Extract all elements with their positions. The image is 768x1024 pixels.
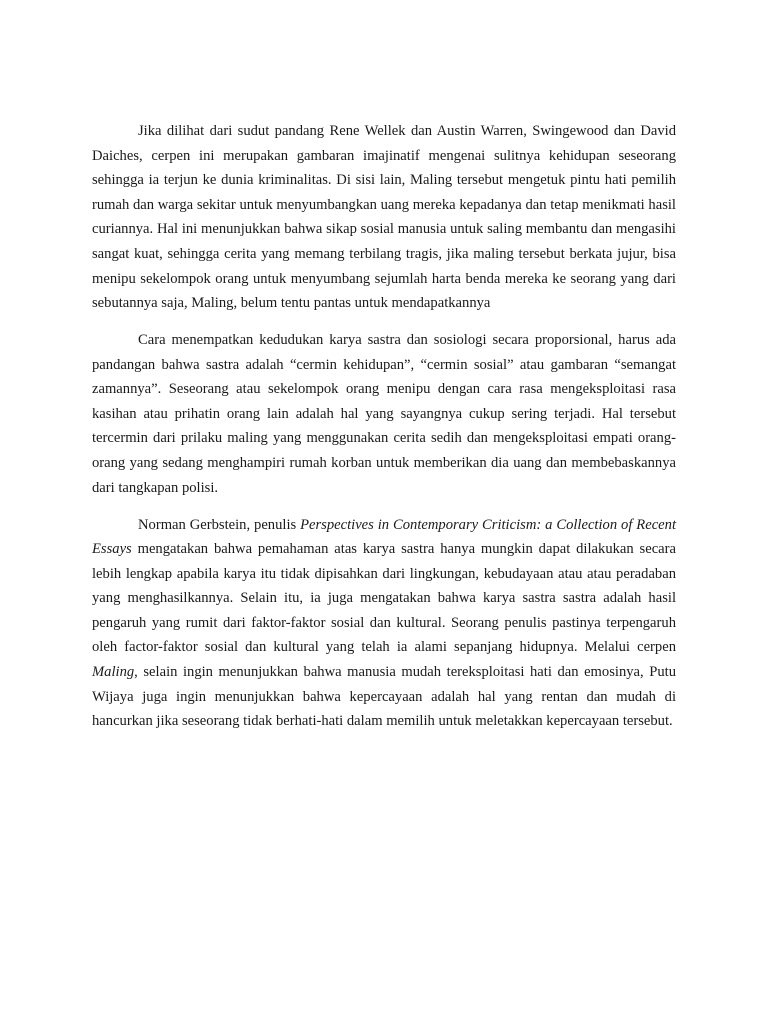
paragraph-3-text-2: mengatakan bahwa pemahaman atas karya sastra hanya mungkin dapat dilakukan secara lebih lengkap apabila karya itu tidak dipisahkan dari lingkungan, kebudayaan atau atau peradaban yang menghasilkannya. Selain itu, ia juga mengatakan bahwa karya sastra sastra adalah hasil pengaruh yang rumit dari faktor-faktor sosial dan kultural. Seorang penulis pastinya terpengaruh oleh factor-faktor sosial dan kultural yang telah ia alami sepanjang hidupnya. Melalui cerpen [92,541,676,656]
paragraph-3 [92,513,676,734]
paragraph-1: Jika dilihat dari sudut pandang Rene Wellek dan Austin Warren, Swingewood dan David Daiches, cerpen ini merupakan gambaran imajinatif mengenai sulitnya kehidupan seseorang sehingga ia terjun ke dunia kriminalitas. Di sisi lain, Maling tersebut mengetuk pintu hati pemilih rumah dan warga sekitar untuk menyumbangkan uang mereka kepadanya dan tetap menikmati hasil curiannya. Hal ini menunjukkan bahwa sikap sosial manusia untuk saling membantu dan mengasihi sangat kuat, sehingga cerita yang memang terbilang tragis, jika maling tersebut berkata jujur, bisa menipu sekelompok orang untuk menyumbang sejumlah harta benda mereka ke seorang yang dari sebutannya saja, Maling, belum tentu pantas untuk mendapatkannya [92,123,676,312]
book-title: Perspectives in Contemporary Criticism: a Collection of Recent Essays [92,516,677,558]
paragraph-2: Cara menempatkan kedudukan karya sastra dan sosiologi secara proporsional, harus ada pandangan bahwa sastra adalah “cermin kehidupan”, “cermin sosial” atau gambaran “semangat zamannya”. Seseorang atau sekelompok orang menipu dengan cara rasa mengeksploitasi rasa kasihan atau prihatin orang lain adalah hal yang sayangnya cukup sering terjadi. Hal tersebut tercermin dari prilaku maling yang menggunakan cerita sedih dan mengeksploitasi empati orang-orang yang sedang menghampiri rumah korban untuk memberikan dia uang dan membebaskannya dari tangkapan polisi. [92,332,676,496]
paragraph-3-text-1: Norman Gerbstein, penulis [138,516,301,533]
document-body [92,119,676,746]
paragraph-3-text-3: , selain ingin menunjukkan bahwa manusia mudah tereksploitasi hati dan emosinya, Putu Wijaya juga ingin menunjukkan bahwa kepercayaan adalah hal yang rentan dan mudah di hancurkan jika seseorang tidak berhati-hati dalam memilih untuk meletakkan kepercayaan tersebut. [92,664,676,730]
story-title: Maling [92,664,135,681]
